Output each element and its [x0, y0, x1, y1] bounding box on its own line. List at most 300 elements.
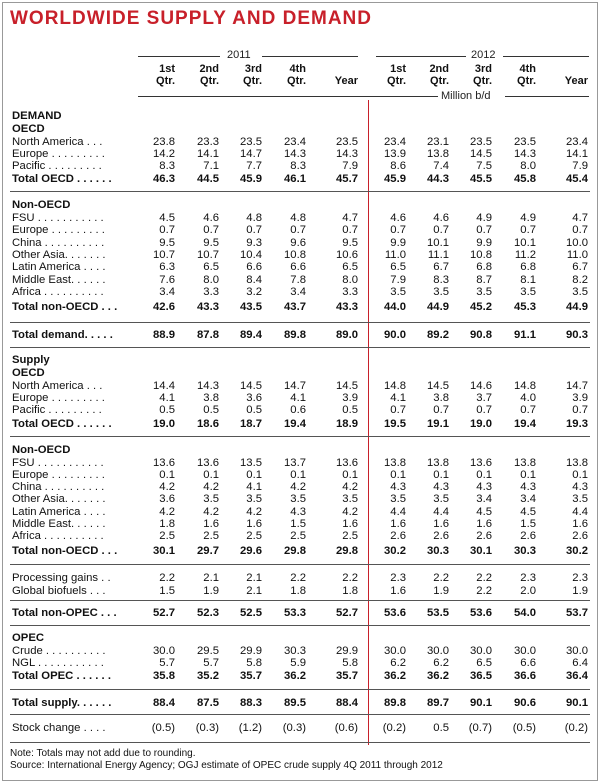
cell-value: 0.5	[159, 404, 175, 416]
cell-value: 14.1	[566, 148, 588, 160]
cell-value: 23.3	[197, 136, 219, 148]
table-row	[0, 173, 600, 185]
row-label: Crude . . . . . . . . . .	[12, 645, 106, 657]
row-label: Other Asia. . . . . . .	[12, 493, 106, 505]
year-rule-right-2011	[262, 56, 358, 57]
row-label: Pacific . . . . . . . . .	[12, 404, 102, 416]
cell-value: 2.0	[520, 585, 536, 597]
cell-value: 4.5	[520, 506, 536, 518]
cell-value: 44.3	[427, 173, 449, 185]
column-header-line2: Year	[564, 75, 588, 87]
column-header-line2: Qtr.	[473, 75, 492, 87]
cell-value: 23.5	[470, 136, 492, 148]
cell-value: (0.2)	[382, 722, 406, 734]
cell-value: 29.8	[284, 545, 306, 557]
cell-value: 7.8	[290, 274, 306, 286]
cell-value: 2.2	[476, 572, 492, 584]
cell-value: 7.6	[159, 274, 175, 286]
cell-value: 4.3	[520, 481, 536, 493]
table-title: WORLDWIDE SUPPLY AND DEMAND	[10, 8, 372, 29]
cell-value: 4.3	[572, 481, 588, 493]
cell-value: 3.6	[246, 392, 262, 404]
cell-value: 7.4	[433, 160, 449, 172]
row-label: Pacific . . . . . . . . .	[12, 160, 102, 172]
table-row	[0, 670, 600, 682]
cell-value: 30.3	[514, 545, 536, 557]
cell-value: 4.1	[290, 392, 306, 404]
cell-value: 14.5	[470, 148, 492, 160]
cell-value: 4.4	[390, 506, 406, 518]
cell-value: 23.4	[384, 136, 406, 148]
cell-value: 3.5	[290, 493, 306, 505]
column-header-line2: Qtr.	[156, 75, 175, 87]
cell-value: 90.8	[470, 329, 492, 341]
row-label: Europe . . . . . . . . .	[12, 469, 105, 481]
cell-value: 89.8	[284, 329, 306, 341]
cell-value: 1.5	[520, 518, 536, 530]
cell-value: 23.5	[240, 136, 262, 148]
cell-value: 1.6	[203, 518, 219, 530]
cell-value: 2.2	[342, 572, 358, 584]
cell-value: 7.9	[390, 274, 406, 286]
cell-value: 13.6	[336, 457, 358, 469]
column-header-line2: Year	[334, 75, 358, 87]
cell-value: 29.7	[197, 545, 219, 557]
cell-value: 19.0	[153, 418, 175, 430]
cell-value: 2.2	[476, 585, 492, 597]
table-row	[0, 329, 600, 341]
cell-value: 14.5	[427, 380, 449, 392]
cell-value: 88.3	[240, 697, 262, 709]
cell-value: 3.5	[390, 493, 406, 505]
cell-value: 14.3	[336, 148, 358, 160]
cell-value: 1.5	[159, 585, 175, 597]
cell-value: 10.4	[240, 249, 262, 261]
cell-value: 45.9	[384, 173, 406, 185]
column-header-line2: Qtr.	[517, 75, 536, 87]
column-header-line2: Qtr.	[200, 75, 219, 87]
cell-value: 52.3	[197, 607, 219, 619]
cell-value: 14.4	[153, 380, 175, 392]
cell-value: 89.0	[336, 329, 358, 341]
cell-value: 0.7	[390, 224, 406, 236]
row-label: FSU . . . . . . . . . . .	[12, 457, 104, 469]
cell-value: (0.3)	[282, 722, 306, 734]
cell-value: 43.5	[240, 301, 262, 313]
cell-value: 0.1	[203, 469, 219, 481]
cell-value: 1.6	[476, 518, 492, 530]
cell-value: 9.5	[203, 237, 219, 249]
table-row	[0, 249, 600, 261]
cell-value: 13.7	[284, 457, 306, 469]
cell-value: 14.7	[566, 380, 588, 392]
row-label: Total OECD . . . . . .	[12, 173, 112, 185]
cell-value: 0.1	[159, 469, 175, 481]
cell-value: 43.3	[336, 301, 358, 313]
cell-value: 3.5	[520, 286, 536, 298]
cell-value: 2.3	[520, 572, 536, 584]
cell-value: 13.8	[566, 457, 588, 469]
cell-value: 4.3	[390, 481, 406, 493]
unit-rule-right	[505, 96, 589, 97]
cell-value: 0.5	[246, 404, 262, 416]
separator	[10, 625, 590, 626]
cell-value: 5.7	[203, 657, 219, 669]
section-demand-oecd: OECD	[12, 123, 45, 135]
table-row	[0, 481, 600, 493]
row-label: Africa . . . . . . . . . .	[12, 286, 104, 298]
cell-value: 4.6	[390, 212, 406, 224]
cell-value: 14.3	[514, 148, 536, 160]
cell-value: 18.7	[240, 418, 262, 430]
row-label: Global biofuels . . .	[12, 585, 106, 597]
cell-value: 14.2	[153, 148, 175, 160]
cell-value: 35.7	[336, 670, 358, 682]
cell-value: 13.8	[384, 457, 406, 469]
cell-value: 6.4	[572, 657, 588, 669]
row-label: NGL . . . . . . . . . . .	[12, 657, 104, 669]
cell-value: (0.7)	[468, 722, 492, 734]
section-supply-non-oecd: Non-OECD	[12, 444, 71, 456]
cell-value: 0.1	[433, 469, 449, 481]
cell-value: 14.8	[514, 380, 536, 392]
cell-value: 19.1	[427, 418, 449, 430]
cell-value: 2.6	[520, 530, 536, 542]
separator	[10, 322, 590, 323]
table-row	[0, 469, 600, 481]
cell-value: 1.6	[433, 518, 449, 530]
cell-value: 3.5	[203, 493, 219, 505]
row-label: Total non-OECD . . .	[12, 301, 118, 313]
table-row	[0, 212, 600, 224]
cell-value: 7.9	[342, 160, 358, 172]
cell-value: 46.1	[284, 173, 306, 185]
cell-value: 4.2	[290, 481, 306, 493]
cell-value: 36.5	[470, 670, 492, 682]
cell-value: 91.1	[514, 329, 536, 341]
cell-value: 36.2	[384, 670, 406, 682]
table-row	[0, 530, 600, 542]
table-row	[0, 493, 600, 505]
cell-value: 2.1	[246, 572, 262, 584]
cell-value: 45.4	[566, 173, 588, 185]
column-header-line1: 2nd	[429, 63, 449, 75]
cell-value: 2.6	[476, 530, 492, 542]
table-row	[0, 418, 600, 430]
cell-value: 0.1	[342, 469, 358, 481]
table-row	[0, 286, 600, 298]
cell-value: 0.7	[572, 404, 588, 416]
row-label: Europe . . . . . . . . .	[12, 392, 105, 404]
row-label: North America . . .	[12, 380, 103, 392]
cell-value: 0.7	[476, 404, 492, 416]
cell-value: 11.1	[427, 249, 449, 261]
year-rule-left-2012	[376, 56, 466, 57]
cell-value: 11.0	[384, 249, 406, 261]
cell-value: 4.3	[433, 481, 449, 493]
cell-value: 2.6	[390, 530, 406, 542]
cell-value: 6.6	[520, 657, 536, 669]
table-row	[0, 722, 600, 734]
table-row	[0, 160, 600, 172]
row-label: Latin America . . . .	[12, 261, 106, 273]
section-opec: OPEC	[12, 632, 45, 644]
cell-value: 3.5	[572, 286, 588, 298]
table-row	[0, 301, 600, 313]
cell-value: 0.1	[572, 469, 588, 481]
cell-value: 3.4	[290, 286, 306, 298]
row-label: North America . . .	[12, 136, 103, 148]
cell-value: 4.4	[572, 506, 588, 518]
cell-value: 54.0	[514, 607, 536, 619]
section-supply-oecd: OECD	[12, 367, 45, 379]
cell-value: 19.3	[566, 418, 588, 430]
cell-value: 0.5	[433, 722, 449, 734]
cell-value: 4.1	[246, 481, 262, 493]
cell-value: 4.5	[159, 212, 175, 224]
section-demand: DEMAND	[12, 110, 62, 122]
cell-value: 4.1	[159, 392, 175, 404]
unit-rule-left	[138, 96, 438, 97]
cell-value: 0.7	[390, 404, 406, 416]
column-header-line1: 1st	[390, 63, 406, 75]
cell-value: 4.9	[520, 212, 536, 224]
unit-label: Million b/d	[441, 90, 491, 102]
cell-value: 29.9	[336, 645, 358, 657]
table-row	[0, 380, 600, 392]
separator	[10, 191, 590, 192]
cell-value: 3.5	[433, 286, 449, 298]
cell-value: 88.4	[336, 697, 358, 709]
section-demand-non-oecd: Non-OECD	[12, 199, 71, 211]
cell-value: 23.5	[336, 136, 358, 148]
cell-value: 0.7	[476, 224, 492, 236]
cell-value: 89.8	[384, 697, 406, 709]
cell-value: 3.5	[390, 286, 406, 298]
cell-value: 4.9	[476, 212, 492, 224]
cell-value: 90.1	[470, 697, 492, 709]
cell-value: 36.2	[284, 670, 306, 682]
column-header-line1: 1st	[159, 63, 175, 75]
year-2011-label: 2011	[227, 49, 251, 61]
cell-value: 2.1	[246, 585, 262, 597]
separator	[10, 564, 590, 565]
cell-value: 0.1	[520, 469, 536, 481]
cell-value: 53.5	[427, 607, 449, 619]
cell-value: 29.6	[240, 545, 262, 557]
separator	[10, 600, 590, 601]
cell-value: 10.8	[470, 249, 492, 261]
cell-value: 30.2	[566, 545, 588, 557]
row-label: Total demand. . . . .	[12, 329, 113, 341]
cell-value: 35.8	[153, 670, 175, 682]
cell-value: 1.9	[572, 585, 588, 597]
cell-value: 2.5	[246, 530, 262, 542]
cell-value: 2.5	[342, 530, 358, 542]
table-row	[0, 518, 600, 530]
cell-value: (0.5)	[151, 722, 175, 734]
cell-value: 0.5	[203, 404, 219, 416]
cell-value: 4.0	[520, 392, 536, 404]
cell-value: 3.4	[476, 493, 492, 505]
cell-value: 45.7	[336, 173, 358, 185]
cell-value: 0.7	[246, 224, 262, 236]
cell-value: 53.3	[284, 607, 306, 619]
table-row	[0, 457, 600, 469]
cell-value: (0.3)	[195, 722, 219, 734]
cell-value: 13.9	[384, 148, 406, 160]
column-header-line1: 2nd	[199, 63, 219, 75]
cell-value: (1.2)	[238, 722, 262, 734]
separator	[10, 689, 590, 690]
cell-value: 3.4	[159, 286, 175, 298]
cell-value: 3.9	[342, 392, 358, 404]
row-label: Europe . . . . . . . . .	[12, 224, 105, 236]
table-row	[0, 274, 600, 286]
column-header-line2: Qtr.	[387, 75, 406, 87]
table-row	[0, 572, 600, 584]
cell-value: 36.2	[427, 670, 449, 682]
cell-value: 45.2	[470, 301, 492, 313]
row-label: Processing gains . .	[12, 572, 111, 584]
cell-value: 52.7	[336, 607, 358, 619]
table-row	[0, 506, 600, 518]
cell-value: 3.3	[203, 286, 219, 298]
cell-value: 6.2	[433, 657, 449, 669]
cell-value: 30.2	[384, 545, 406, 557]
cell-value: 6.5	[390, 261, 406, 273]
cell-value: 8.3	[433, 274, 449, 286]
cell-value: 14.3	[197, 380, 219, 392]
cell-value: 89.2	[427, 329, 449, 341]
cell-value: 4.2	[246, 506, 262, 518]
cell-value: 3.6	[159, 493, 175, 505]
row-label: Middle East. . . . . .	[12, 518, 106, 530]
cell-value: 10.8	[284, 249, 306, 261]
cell-value: 11.0	[566, 249, 588, 261]
cell-value: 6.8	[476, 261, 492, 273]
cell-value: 10.6	[336, 249, 358, 261]
column-header-line2: Qtr.	[287, 75, 306, 87]
cell-value: 0.7	[159, 224, 175, 236]
year-rule-right-2012	[503, 56, 589, 57]
cell-value: (0.2)	[564, 722, 588, 734]
table-row	[0, 136, 600, 148]
year-rule-left-2011	[138, 56, 220, 57]
table-row	[0, 392, 600, 404]
cell-value: 30.0	[427, 645, 449, 657]
cell-value: 4.3	[290, 506, 306, 518]
cell-value: 90.0	[384, 329, 406, 341]
row-label: Europe . . . . . . . . .	[12, 148, 105, 160]
separator	[10, 714, 590, 715]
cell-value: 6.5	[476, 657, 492, 669]
column-header-line1: 4th	[519, 63, 536, 75]
separator	[10, 436, 590, 437]
cell-value: 2.3	[390, 572, 406, 584]
cell-value: 14.1	[197, 148, 219, 160]
cell-value: 13.6	[470, 457, 492, 469]
cell-value: 3.8	[433, 392, 449, 404]
cell-value: 0.1	[246, 469, 262, 481]
cell-value: 6.5	[203, 261, 219, 273]
cell-value: 2.5	[159, 530, 175, 542]
separator	[10, 347, 590, 348]
cell-value: 2.6	[572, 530, 588, 542]
cell-value: 4.2	[342, 506, 358, 518]
cell-value: 5.7	[159, 657, 175, 669]
cell-value: 43.3	[197, 301, 219, 313]
cell-value: 23.4	[284, 136, 306, 148]
row-label: Total OECD . . . . . .	[12, 418, 112, 430]
cell-value: 0.7	[290, 224, 306, 236]
cell-value: 13.8	[427, 148, 449, 160]
cell-value: 13.8	[427, 457, 449, 469]
cell-value: 0.7	[433, 224, 449, 236]
cell-value: 19.4	[284, 418, 306, 430]
cell-value: 3.5	[342, 493, 358, 505]
cell-value: 2.1	[203, 572, 219, 584]
cell-value: 9.5	[342, 237, 358, 249]
cell-value: 3.5	[433, 493, 449, 505]
cell-value: 6.2	[390, 657, 406, 669]
cell-value: 7.5	[476, 160, 492, 172]
cell-value: 3.2	[246, 286, 262, 298]
cell-value: 6.7	[433, 261, 449, 273]
cell-value: 4.1	[390, 392, 406, 404]
cell-value: 29.9	[240, 645, 262, 657]
cell-value: 5.9	[290, 657, 306, 669]
cell-value: 10.7	[153, 249, 175, 261]
cell-value: 30.0	[566, 645, 588, 657]
cell-value: 4.5	[476, 506, 492, 518]
cell-value: 0.7	[433, 404, 449, 416]
cell-value: 89.7	[427, 697, 449, 709]
cell-value: 1.6	[390, 585, 406, 597]
cell-value: 14.3	[284, 148, 306, 160]
table-row	[0, 261, 600, 273]
cell-value: 35.2	[197, 670, 219, 682]
cell-value: 6.3	[159, 261, 175, 273]
cell-value: 90.6	[514, 697, 536, 709]
cell-value: 14.5	[240, 380, 262, 392]
cell-value: 45.3	[514, 301, 536, 313]
row-label: Stock change . . . .	[12, 722, 106, 734]
cell-value: 30.3	[427, 545, 449, 557]
cell-value: 0.7	[203, 224, 219, 236]
cell-value: 2.3	[572, 572, 588, 584]
column-header-line1: 3rd	[244, 63, 262, 75]
separator	[10, 742, 590, 743]
cell-value: 4.7	[342, 212, 358, 224]
cell-value: 8.2	[572, 274, 588, 286]
row-label: FSU . . . . . . . . . . .	[12, 212, 104, 224]
cell-value: 4.2	[203, 506, 219, 518]
row-label: China . . . . . . . . . .	[12, 237, 105, 249]
cell-value: 2.5	[203, 530, 219, 542]
cell-value: 1.9	[203, 585, 219, 597]
cell-value: 6.6	[246, 261, 262, 273]
cell-value: 1.9	[433, 585, 449, 597]
cell-value: 88.4	[153, 697, 175, 709]
cell-value: 2.6	[433, 530, 449, 542]
cell-value: 1.8	[342, 585, 358, 597]
cell-value: 4.2	[203, 481, 219, 493]
cell-value: 23.8	[153, 136, 175, 148]
cell-value: 90.1	[566, 697, 588, 709]
cell-value: 30.0	[470, 645, 492, 657]
row-label: Total OPEC . . . . . .	[12, 670, 111, 682]
